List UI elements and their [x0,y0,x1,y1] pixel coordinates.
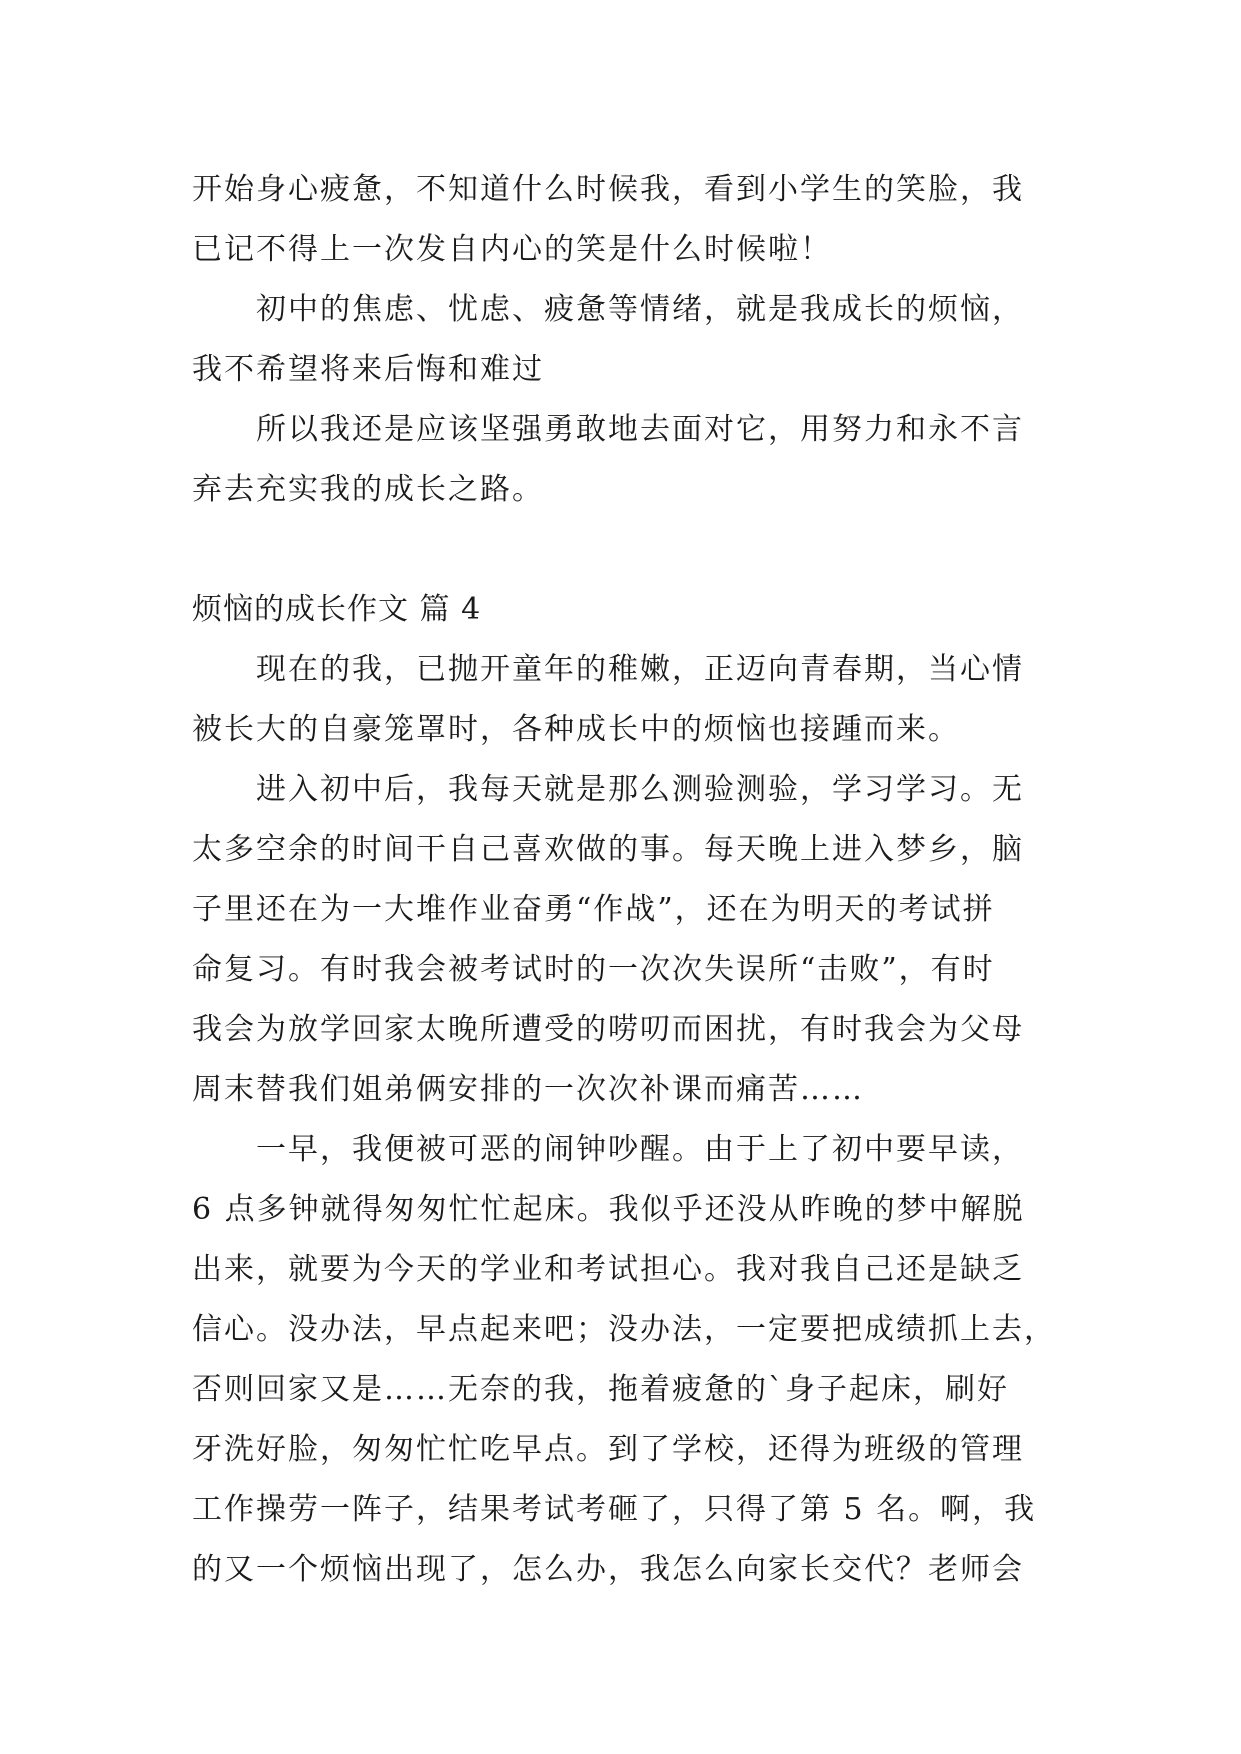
text-line: 开始身心疲惫，不知道什么时候我，看到小学生的笑脸，我 [192,172,1024,207]
text-line: 弃去充实我的成长之路。 [192,472,544,507]
section-spacer [192,520,1072,580]
text-line: 周末替我们姐弟俩安排的一次次补课而痛苦…… [192,1072,864,1107]
text-line: 我会为放学回家太晚所遭受的唠叨而困扰，有时我会为父母 [192,1012,1024,1047]
text-line: 我不希望将来后悔和难过 [192,352,544,387]
text-line: 太多空余的时间干自己喜欢做的事。每天晚上进入梦乡，脑 [192,832,1024,867]
paragraph [192,400,1072,520]
paragraph [192,160,1072,280]
text-line: 所以我还是应该坚强勇敢地去面对它，用努力和永不言 [256,412,1024,447]
text-line: 的又一个烦恼出现了，怎么办，我怎么向家长交代？老师会 [192,1552,1024,1587]
document-body [192,160,1072,1600]
text-line: 现在的我，已抛开童年的稚嫩，正迈向青春期，当心情 [256,652,1024,687]
section-title: 烦恼的成长作文 篇 4 [192,592,482,627]
text-line: 进入初中后，我每天就是那么测验测验，学习学习。无 [256,772,1024,807]
text-line: 6 点多钟就得匆匆忙忙起床。我似乎还没从昨晚的梦中解脱 [192,1192,1025,1227]
text-line: 否则回家又是……无奈的我，拖着疲惫的`身子起床，刷好 [192,1372,1009,1407]
text-line: 牙洗好脸，匆匆忙忙吃早点。到了学校，还得为班级的管理 [192,1432,1024,1467]
paragraph [192,1120,1072,1600]
text-line: 信心。没办法，早点起来吧；没办法，一定要把成绩抓上去， [192,1312,1056,1347]
text-line: 命复习。有时我会被考试时的一次次失误所“击败”，有时 [192,952,995,987]
text-line: 出来，就要为今天的学业和考试担心。我对我自己还是缺乏 [192,1252,1024,1287]
text-line: 子里还在为一大堆作业奋勇“作战”，还在为明天的考试拼 [192,892,995,927]
text-line: 工作操劳一阵子，结果考试考砸了，只得了第 5 名。啊，我 [192,1492,1037,1527]
text-line: 被长大的自豪笼罩时，各种成长中的烦恼也接踵而来。 [192,712,960,747]
text-line: 初中的焦虑、忧虑、疲惫等情绪，就是我成长的烦恼， [256,292,1024,327]
paragraph [192,280,1072,400]
paragraph [192,640,1072,760]
paragraph [192,760,1072,1120]
text-line: 一早，我便被可恶的闹钟吵醒。由于上了初中要早读， [256,1132,1024,1167]
text-line: 已记不得上一次发自内心的笑是什么时候啦！ [192,232,832,267]
